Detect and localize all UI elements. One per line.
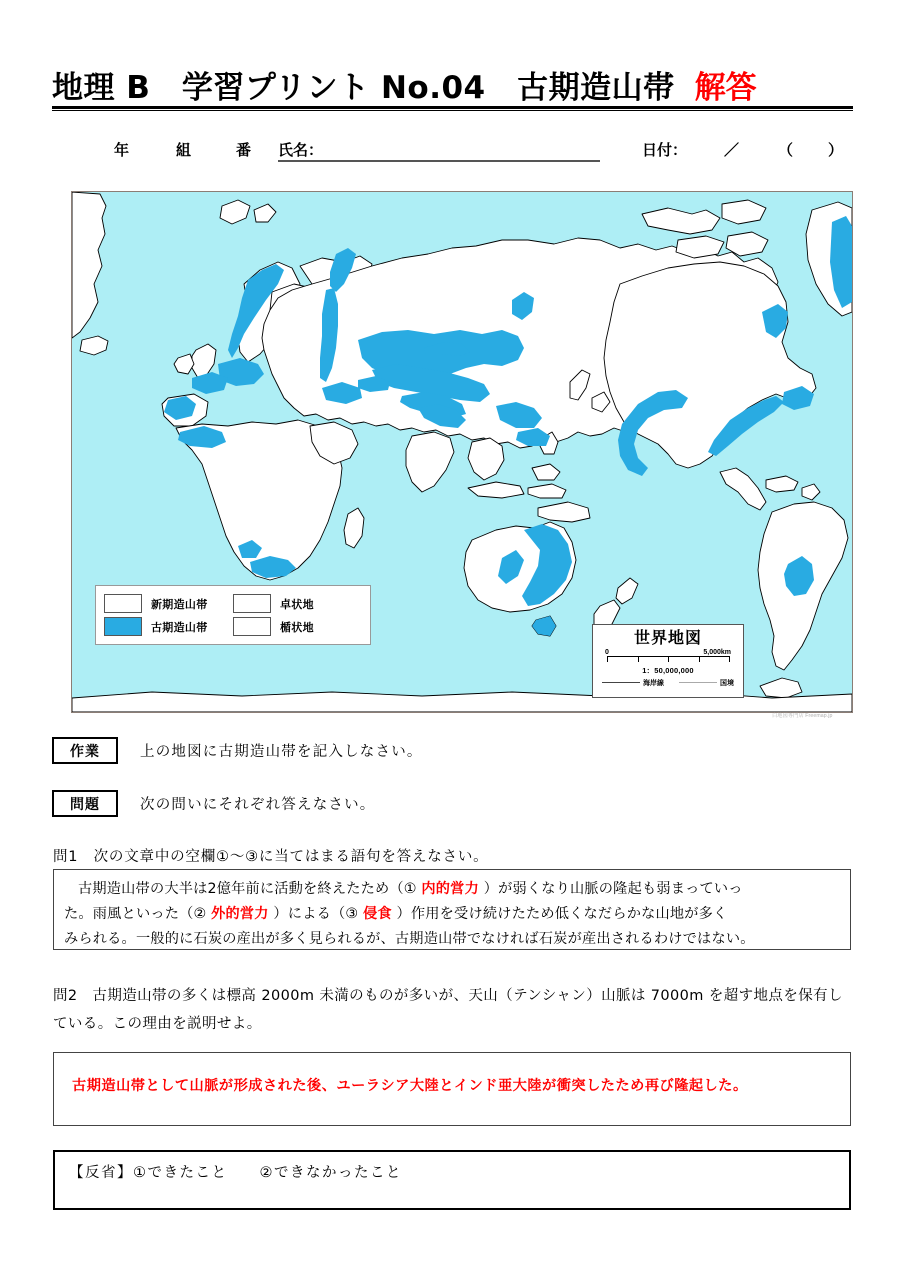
q1-line-2 (64, 902, 840, 927)
legend-item-shinki (104, 594, 233, 613)
year-label: 年 (114, 142, 130, 159)
question-section-header (52, 790, 376, 817)
q1-line1-text-a: 古期造山帯の大半は2億年前に活動を終えたため（① (78, 881, 417, 897)
q1-line-1 (64, 877, 840, 902)
legend-swatch-shinki (104, 594, 142, 613)
date-slash: ／ (724, 142, 740, 159)
page-title (52, 52, 852, 104)
legend-label-takujochi: 卓状地 (280, 597, 314, 611)
scale-max-label: 5,000km (703, 648, 731, 656)
q1-line2-text-b: ）による（③ (273, 906, 359, 922)
task-instruction: 上の地図に古期造山帯を記入しなさい。 (140, 744, 423, 760)
reflection-box[interactable] (53, 1150, 851, 1210)
legend-label-tatejochi: 楯状地 (280, 620, 314, 634)
page-title-main: 地理 B 学習プリント No.04 古期造山帯 (52, 70, 675, 106)
q1-answer-3: 侵食 (363, 906, 392, 922)
name-label: 氏名： (278, 142, 324, 159)
reflection-label: 【反省】①できたこと ②できなかったこと (69, 1165, 402, 1181)
legend-column-right (233, 594, 362, 636)
q1-answer-2: 外的営力 (211, 906, 269, 922)
task-section (52, 737, 423, 764)
legend-column-left (104, 594, 233, 636)
scale-tick-0 (607, 656, 608, 662)
coastline-line-icon (602, 682, 640, 683)
title-divider (52, 106, 853, 111)
question-instruction: 次の問いにそれぞれ答えなさい。 (140, 797, 376, 813)
student-info-row (52, 136, 852, 162)
q1-line1-text-b: ）が弱くなり山脈の隆起も弱まっていっ (483, 881, 743, 897)
legend-swatch-tatejochi (233, 617, 271, 636)
border-legend-label: 国境 (720, 679, 734, 687)
scale-bar (607, 656, 729, 664)
map-info-title: 世界地図 (633, 628, 702, 647)
answer-key-marker: 解答 (694, 70, 757, 106)
scale-tick-1 (638, 656, 639, 662)
q1-line2-text-c: ）作用を受け続けたため低くなだらかな山地が多く (396, 906, 728, 922)
scale-tick-4 (729, 656, 730, 662)
name-input-line[interactable] (278, 160, 600, 162)
coastline-legend (602, 678, 664, 688)
q1-prompt: 問1 次の文章中の空欄①〜③に当てはまる語句を答えなさい。 (53, 849, 489, 865)
legend-item-koki (104, 617, 233, 636)
weekday-paren-right: ） (828, 142, 844, 159)
border-legend (679, 678, 734, 688)
q1-line2-text-a: た。雨風といった（② (64, 906, 207, 922)
coastline-legend-label: 海岸線 (643, 679, 664, 687)
question-tag: 問題 (52, 790, 118, 817)
world-map[interactable] (71, 191, 853, 713)
legend-item-tatejochi (233, 617, 362, 636)
q1-answer-1: 内的営力 (421, 881, 479, 897)
map-credit: 白地図専門店 Freemap.jp (772, 713, 833, 719)
border-line-icon (679, 682, 717, 683)
task-tag: 作業 (52, 737, 118, 764)
scale-numbers (599, 649, 737, 656)
legend-item-takujochi (233, 594, 362, 613)
map-legend (95, 585, 371, 645)
q1-line-3: みられる。一般的に石炭の産出が多く見られるが、古期造山帯でなければ石炭が産出されるわけではない。 (64, 931, 755, 947)
scale-tick-3 (699, 656, 700, 662)
map-info-box (592, 624, 744, 698)
weekday-paren-left: （ (778, 142, 794, 159)
q2-answer-text: 古期造山帯として山脈が形成された後、ユーラシア大陸とインド亜大陸が衝突したため再び隆起した。 (72, 1078, 748, 1094)
number-label: 番 (236, 142, 252, 159)
scale-ratio-label: 1：50,000,000 (642, 665, 694, 675)
date-label: 日付： (642, 142, 688, 159)
legend-label-koki: 古期造山帯 (151, 620, 208, 634)
legend-label-shinki: 新期造山帯 (151, 597, 208, 611)
q1-answer-box[interactable] (53, 869, 851, 950)
legend-swatch-koki (104, 617, 142, 636)
class-label: 組 (176, 142, 192, 159)
line-legend (599, 678, 737, 688)
q2-prompt: 問2 古期造山帯の多くは標高 2000m 未満のものが多いが、天山（テンシャン）山脈は 7000m を超す地点を保有している。この理由を説明せよ。 (53, 988, 843, 1032)
scale-min-label: 0 (605, 648, 609, 656)
legend-swatch-takujochi (233, 594, 271, 613)
q2-answer-box[interactable] (53, 1052, 851, 1126)
scale-tick-2 (668, 656, 669, 662)
